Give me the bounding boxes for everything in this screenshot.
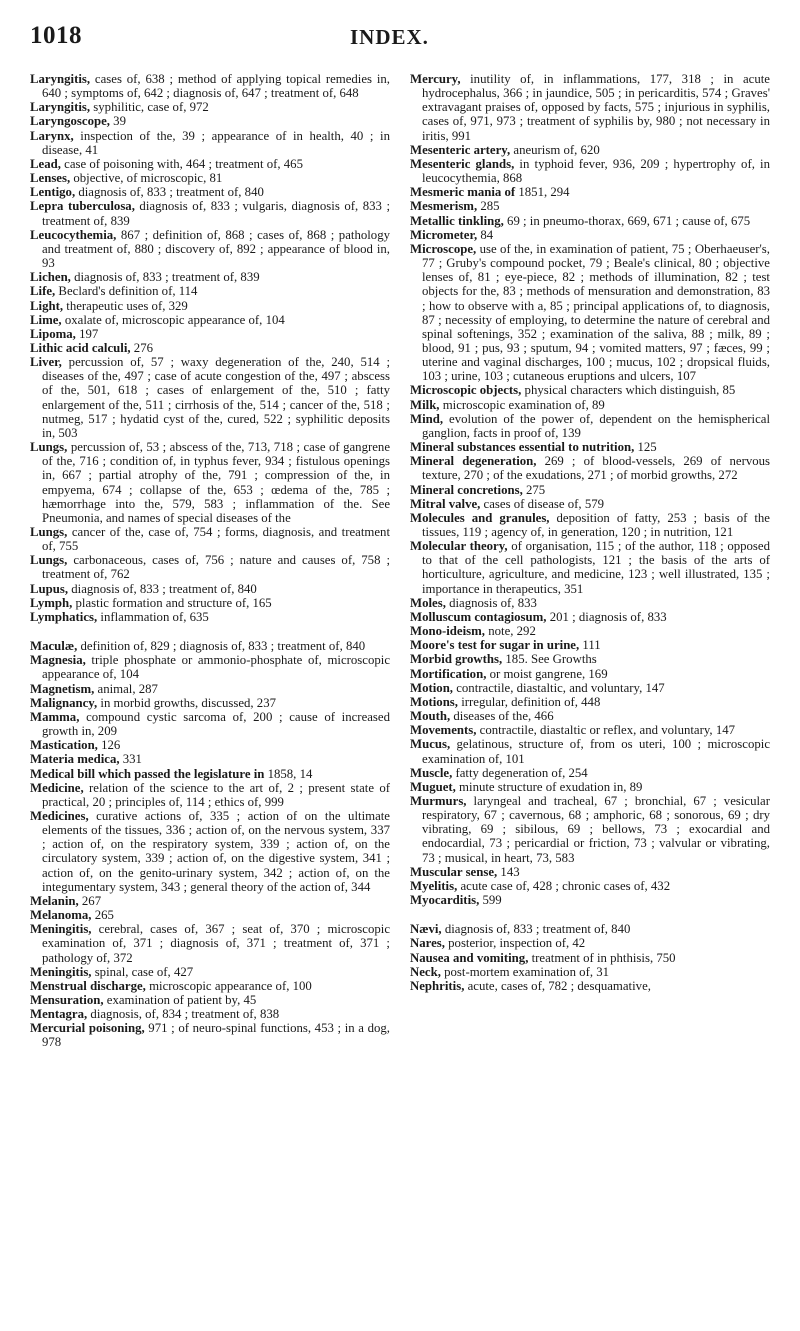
index-headword: Mineral substances essential to nutrition, bbox=[410, 440, 635, 455]
index-entry bbox=[30, 781, 390, 809]
index-entry bbox=[410, 652, 770, 666]
index-references: cancer of the, case of, 754 ; forms, diagnosis, and treatment of, 755 bbox=[42, 525, 390, 554]
index-headword: Nares, bbox=[410, 936, 445, 951]
index-references: 1851, 294 bbox=[515, 185, 570, 200]
index-entry bbox=[410, 667, 770, 681]
index-references: inutility of, in inflammations, 177, 318 ; in acute hydrocephalus, 366 ; in jaundice, 505 ; in pericarditis, 574 ; Graves' extravagant praises of, opposed by facts, 575 ; injurious in syphilis, cases of, 971, 973 ; treatment of syphilis by, 980 ; not necessary in iritis, 991 bbox=[422, 72, 770, 143]
index-references: percussion of, 53 ; abscess of the, 713, 718 ; case of gangrene of the, 716 ; condition of, in typhus fever, 934 ; fistulous openings in, 667 ; partial atrophy of the, 791 ; compression of the, in empyema, 674 ; collapse of the, 653 ; œdema of the, 785 ; hæmorrhage into the, 579, 583 ; inflammation of the. See Pneumonia, and names of special diseases of the bbox=[42, 440, 390, 525]
index-entry bbox=[410, 610, 770, 624]
index-entry bbox=[30, 171, 390, 185]
index-headword: Lime, bbox=[30, 312, 62, 327]
index-headword: Lungs, bbox=[30, 440, 68, 455]
index-references: 201 ; diagnosis of, 833 bbox=[546, 609, 667, 624]
index-entry bbox=[30, 738, 390, 752]
index-headword: Micrometer, bbox=[410, 227, 478, 242]
index-entry bbox=[410, 951, 770, 965]
index-headword: Maculæ, bbox=[30, 639, 78, 654]
index-entry bbox=[30, 129, 390, 157]
index-headword: Lungs, bbox=[30, 525, 68, 539]
index-headword: Morbid growths, bbox=[410, 652, 503, 667]
index-headword: Lithic acid calculi, bbox=[30, 340, 131, 355]
index-headword: Microscope, bbox=[410, 241, 477, 256]
index-references: carbonaceous, cases of, 756 ; nature and causes of, 758 ; treatment of, 762 bbox=[42, 553, 390, 582]
index-headword: Microscopic objects, bbox=[410, 383, 522, 398]
index-references: minute structure of exudation in, 89 bbox=[455, 779, 643, 794]
index-references: 143 bbox=[497, 864, 520, 879]
index-entry bbox=[410, 199, 770, 213]
index-references: inflammation of, 635 bbox=[97, 609, 209, 624]
index-entry bbox=[30, 767, 390, 781]
index-entry bbox=[30, 341, 390, 355]
index-headword: Movements, bbox=[410, 723, 477, 738]
index-headword: Neck, bbox=[410, 964, 441, 979]
index-headword: Molecules and granules, bbox=[410, 510, 550, 525]
index-headword: Metallic tinkling, bbox=[410, 213, 504, 228]
index-headword: Meningitis, bbox=[30, 964, 92, 979]
index-references: diagnosis of, 833 ; treatment of, 840 bbox=[75, 185, 264, 200]
index-entry bbox=[410, 737, 770, 765]
index-headword: Magnetism, bbox=[30, 681, 95, 696]
index-entry bbox=[30, 199, 390, 227]
index-references: 269 ; of blood-vessels, 269 of nervous texture, 270 ; of the exudations, 271 ; of morbid growths, 272 bbox=[422, 454, 771, 483]
index-entry bbox=[410, 681, 770, 695]
index-entry bbox=[410, 483, 770, 497]
index-headword: Molecular theory, bbox=[410, 539, 508, 554]
index-entry bbox=[30, 1007, 390, 1021]
index-entry bbox=[30, 553, 390, 581]
index-headword: Laryngoscope, bbox=[30, 114, 110, 129]
index-headword: Nausea and vomiting, bbox=[410, 950, 529, 965]
index-entry bbox=[410, 965, 770, 979]
index-entry bbox=[410, 638, 770, 652]
index-references: 125 bbox=[634, 440, 657, 455]
index-entry bbox=[410, 780, 770, 794]
index-entry bbox=[30, 582, 390, 596]
index-references: animal, 287 bbox=[94, 681, 158, 696]
index-headword: Menstrual discharge, bbox=[30, 978, 146, 993]
index-headword: Mineral concretions, bbox=[410, 482, 523, 497]
index-headword: Lichen, bbox=[30, 270, 71, 285]
index-headword: Leucocythemia, bbox=[30, 227, 117, 242]
index-entry bbox=[30, 355, 390, 440]
index-entry bbox=[410, 214, 770, 228]
index-headword: Lead, bbox=[30, 156, 61, 171]
index-references: deposition of fatty, 253 ; basis of the tissues, 119 ; agency of, in generation, 120 ; in nutrition, 121 bbox=[422, 510, 770, 539]
index-references: oxalate of, microscopic appearance of, 104 bbox=[61, 312, 285, 327]
index-headword: Lepra tuberculosa, bbox=[30, 199, 135, 214]
index-entry bbox=[30, 979, 390, 993]
index-headword: Life, bbox=[30, 284, 56, 299]
index-references: aneurism of, 620 bbox=[510, 142, 600, 157]
index-entry bbox=[30, 908, 390, 922]
index-headword: Muscular sense, bbox=[410, 864, 498, 879]
index-headword: Medicine, bbox=[30, 780, 84, 795]
index-headword: Lungs, bbox=[30, 553, 68, 568]
index-references: 285 bbox=[477, 199, 500, 214]
section-gap bbox=[410, 907, 770, 922]
index-entry bbox=[30, 993, 390, 1007]
index-references: diseases of the, 466 bbox=[450, 709, 554, 724]
index-entry bbox=[30, 1021, 390, 1049]
index-references: inspection of the, 39 ; appearance of in health, 40 ; in disease, 41 bbox=[42, 128, 390, 157]
index-references: irregular, definition of, 448 bbox=[458, 694, 601, 709]
index-headword: Larynx, bbox=[30, 128, 74, 143]
section-gap bbox=[30, 624, 390, 639]
index-references: percussion of, 57 ; waxy degeneration of the, 240, 514 ; diseases of the, 497 ; case of acute congestion of the, 497 ; abscess of the, 501, 618 ; cases of enlargement of the, 510 ; fatty enlargement of the, 511 ; cirrhosis of the, 514 ; cancer of the, 518 ; nutmeg, 517 ; hydatid cyst of the, cured, 522 ; syphilitic deposits in, 503 bbox=[42, 355, 390, 440]
index-entry bbox=[30, 696, 390, 710]
index-entry bbox=[30, 596, 390, 610]
index-entry bbox=[410, 72, 770, 143]
index-headword: Liver, bbox=[30, 355, 62, 370]
index-entry bbox=[410, 879, 770, 893]
index-entry bbox=[410, 709, 770, 723]
index-headword: Lymph, bbox=[30, 595, 73, 610]
index-headword: Motion, bbox=[410, 680, 454, 695]
index-references: 185. See Growths bbox=[502, 652, 597, 667]
index-references: in morbid growths, discussed, 237 bbox=[97, 695, 276, 710]
index-entry bbox=[30, 894, 390, 908]
index-entry bbox=[410, 511, 770, 539]
index-headword: Mesmerism, bbox=[410, 199, 478, 214]
index-references: plastic formation and structure of, 165 bbox=[72, 595, 272, 610]
index-references: objective, of microscopic, 81 bbox=[70, 171, 223, 186]
index-headword: Muguet, bbox=[410, 779, 456, 794]
index-headword: Laryngitis, bbox=[30, 100, 91, 115]
index-entry bbox=[410, 922, 770, 936]
index-entry bbox=[30, 752, 390, 766]
index-entry bbox=[410, 893, 770, 907]
page-header bbox=[30, 22, 770, 52]
index-references: 275 bbox=[522, 482, 546, 497]
index-entry bbox=[410, 383, 770, 397]
index-entry bbox=[30, 284, 390, 298]
index-references: treatment of in phthisis, 750 bbox=[528, 950, 676, 965]
index-references: diagnosis of, 833 ; vulgaris, diagnosis of, 833 ; treatment of, 839 bbox=[42, 199, 391, 228]
index-references: cases of, 638 ; method of applying topical remedies in, 640 ; symptoms of, 642 ; diagnosis of, 647 ; treatment of, 648 bbox=[42, 72, 390, 101]
index-headword: Myocarditis, bbox=[410, 893, 480, 908]
page-number: 1018 bbox=[30, 22, 82, 49]
index-entry bbox=[410, 766, 770, 780]
index-entry bbox=[30, 525, 390, 553]
index-entry bbox=[410, 723, 770, 737]
index-entry bbox=[410, 596, 770, 610]
index-entry bbox=[410, 143, 770, 157]
index-references: diagnosis, of, 834 ; treatment of, 838 bbox=[87, 1007, 280, 1022]
index-references: 39 bbox=[109, 114, 126, 129]
index-entry bbox=[410, 865, 770, 879]
index-entry bbox=[410, 228, 770, 242]
index-headword: Light, bbox=[30, 298, 64, 313]
index-headword: Meningitis, bbox=[30, 922, 92, 937]
index-headword: Melanin, bbox=[30, 893, 79, 908]
index-headword: Lenses, bbox=[30, 171, 71, 186]
index-headword: Mucus, bbox=[410, 737, 451, 752]
index-headword: Materia medica, bbox=[30, 752, 120, 767]
index-references: posterior, inspection of, 42 bbox=[444, 936, 586, 951]
index-headword: Nævi, bbox=[410, 922, 442, 937]
index-headword: Lymphatics, bbox=[30, 609, 98, 624]
index-entry bbox=[30, 270, 390, 284]
index-headword: Mind, bbox=[410, 411, 444, 426]
index-headword: Mitral valve, bbox=[410, 496, 481, 511]
index-column-left bbox=[30, 72, 390, 1050]
index-entry bbox=[410, 624, 770, 638]
index-references: fatty degeneration of, 254 bbox=[452, 765, 588, 780]
index-entry bbox=[30, 72, 390, 100]
index-entry bbox=[30, 965, 390, 979]
index-entry bbox=[410, 936, 770, 950]
index-entry bbox=[410, 979, 770, 993]
index-entry bbox=[410, 185, 770, 199]
index-entry bbox=[30, 610, 390, 624]
index-entry bbox=[410, 242, 770, 384]
index-headword: Mesenteric glands, bbox=[410, 156, 515, 171]
index-references: therapeutic uses of, 329 bbox=[63, 298, 188, 313]
index-headword: Mesenteric artery, bbox=[410, 142, 511, 157]
index-headword: Mesmeric mania of bbox=[410, 185, 516, 200]
index-headword: Malignancy, bbox=[30, 695, 98, 710]
index-references: 267 bbox=[78, 893, 102, 908]
index-references: 197 bbox=[75, 326, 99, 341]
index-entry bbox=[30, 440, 390, 525]
index-entry bbox=[30, 639, 390, 653]
index-references: 331 bbox=[119, 752, 142, 767]
index-references: 126 bbox=[97, 738, 121, 753]
index-headword: Moore's test for sugar in urine, bbox=[410, 638, 580, 653]
index-references: cerebral, cases of, 367 ; seat of, 370 ; microscopic examination of, 371 ; diagnosis of, 371 ; treatment of, 371 ; pathology of, 372 bbox=[42, 922, 390, 965]
index-headword: Mercurial poisoning, bbox=[30, 1021, 145, 1036]
index-entry bbox=[30, 299, 390, 313]
index-entry bbox=[410, 157, 770, 185]
index-headword: Magnesia, bbox=[30, 653, 86, 668]
index-entry bbox=[30, 100, 390, 114]
index-references: contractile, diastaltic or reflex, and voluntary, 147 bbox=[476, 723, 736, 738]
index-entry bbox=[410, 440, 770, 454]
index-references: compound cystic sarcoma of, 200 ; cause of increased growth in, 209 bbox=[42, 709, 390, 739]
index-references: examination of patient by, 45 bbox=[103, 993, 257, 1007]
index-entry bbox=[410, 454, 770, 482]
index-references: microscopic appearance of, 100 bbox=[145, 978, 312, 993]
index-headword: Laryngitis, bbox=[30, 72, 91, 86]
index-references: laryngeal and tracheal, 67 ; bronchial, 67 ; vesicular respiratory, 67 ; cavernous, 68 ; amphoric, 68 ; sonorous, 69 ; dry vibrating, 69 ; sibilous, 69 ; bellows, 73 ; exocardial and endocardial, 73 ; pericardial or friction, 73 ; valvular or vibrating, 73 ; musical, in heart, 73, 583 bbox=[422, 793, 770, 865]
index-headword: Muscle, bbox=[410, 765, 453, 780]
index-entry bbox=[30, 922, 390, 964]
index-references: 971 ; of neuro-spinal functions, 453 ; in a dog, 978 bbox=[42, 1021, 390, 1050]
index-column-right bbox=[410, 72, 770, 993]
index-references: diagnosis of, 833 ; treatment of, 840 bbox=[68, 581, 257, 596]
index-references: 111 bbox=[579, 638, 601, 653]
index-entry bbox=[30, 327, 390, 341]
index-references: 276 bbox=[130, 340, 154, 355]
index-references: relation of the science to the art of, 2 ; present state of practical, 20 ; principles of, 114 ; ethics of, 999 bbox=[42, 780, 390, 809]
index-references: acute case of, 428 ; chronic cases of, 432 bbox=[457, 878, 671, 893]
index-references: Beclard's definition of, 114 bbox=[55, 284, 198, 299]
index-entry bbox=[30, 313, 390, 327]
index-references: in typhoid fever, 936, 209 ; hypertrophy of, in leucocythemia, 868 bbox=[422, 156, 771, 186]
index-entry bbox=[410, 695, 770, 709]
index-references: 599 bbox=[479, 893, 502, 908]
index-headword: Mouth, bbox=[410, 709, 451, 724]
index-references: triple phosphate or ammonio-phosphate of, microscopic appearance of, 104 bbox=[42, 653, 390, 682]
index-references: 265 bbox=[91, 908, 114, 923]
index-headword: Motions, bbox=[410, 694, 458, 709]
index-references: of organisation, 115 ; of the author, 118 ; opposed to that of the cell pathologists, 121 ; the basis of the arts of horticulture, agriculture, and medicine, 123 ; well illustrated, 135 ; importance in therapeutics, 351 bbox=[422, 539, 770, 596]
index-references: definition of, 829 ; diagnosis of, 833 ; treatment of, 840 bbox=[77, 639, 366, 654]
index-entry bbox=[410, 497, 770, 511]
index-headword: Mamma, bbox=[30, 709, 80, 724]
index-headword: Nephritis, bbox=[410, 978, 465, 993]
index-references: acute, cases of, 782 ; desquamative, bbox=[464, 978, 651, 993]
index-entry bbox=[30, 710, 390, 738]
index-headword: Mono-ideism, bbox=[410, 624, 486, 639]
index-references: spinal, case of, 427 bbox=[91, 964, 194, 979]
index-references: 867 ; definition of, 868 ; cases of, 868 ; pathology and treatment of, 880 ; discovery of, 892 ; appearance of blood in, 93 bbox=[42, 227, 390, 271]
index-headword: Medical bill which passed the legislature in bbox=[30, 766, 265, 781]
index-references: physical characters which distinguish, 85 bbox=[521, 383, 736, 398]
index-headword: Mensuration, bbox=[30, 993, 104, 1007]
index-headword: Medicines, bbox=[30, 808, 89, 823]
index-references: case of poisoning with, 464 ; treatment of, 465 bbox=[60, 156, 303, 171]
index-references: microscopic examination of, 89 bbox=[439, 397, 605, 412]
index-references: diagnosis of, 833 ; treatment of, 839 bbox=[70, 270, 260, 285]
index-references: diagnosis of, 833 ; treatment of, 840 bbox=[441, 922, 631, 937]
index-references: or moist gangrene, 169 bbox=[486, 666, 608, 681]
index-headword: Myelitis, bbox=[410, 878, 458, 893]
index-references: 1858, 14 bbox=[264, 766, 313, 781]
index-references: contractile, diastaltic, and voluntary, 147 bbox=[453, 680, 665, 695]
index-entry bbox=[30, 228, 390, 270]
index-references: cases of disease of, 579 bbox=[480, 496, 605, 511]
index-entry bbox=[30, 157, 390, 171]
index-references: note, 292 bbox=[485, 624, 536, 639]
index-entry bbox=[30, 114, 390, 128]
index-entry bbox=[30, 682, 390, 696]
index-references: curative actions of, 335 ; action of on the ultimate elements of the tissues, 336 ; action of, on the nervous system, 337 ; action of, on the respiratory system, 339 ; action of, on the circulatory system, 339 ; action of, on the digestive system, 341 ; action of, on the genito-urinary system, 342 ; action of, on the integumentary system, 343 ; general theory of the action of, 344 bbox=[42, 808, 390, 894]
index-headword: Lipoma, bbox=[30, 326, 76, 341]
index-headword: Melanoma, bbox=[30, 908, 92, 923]
index-entry bbox=[410, 412, 770, 440]
index-headword: Mercury, bbox=[410, 72, 461, 86]
index-headword: Murmurs, bbox=[410, 793, 467, 808]
index-headword: Lentigo, bbox=[30, 185, 76, 200]
index-headword: Moles, bbox=[410, 595, 446, 610]
index-references: diagnosis of, 833 bbox=[445, 595, 537, 610]
index-entry bbox=[30, 653, 390, 681]
index-references: evolution of the power of, dependent on the hemispherical ganglion, facts in proof of, 139 bbox=[422, 411, 770, 440]
index-references: post-mortem examination of, 31 bbox=[440, 964, 610, 979]
index-headword: Mineral degeneration, bbox=[410, 454, 537, 469]
index-headword: Lupus, bbox=[30, 581, 69, 596]
index-entry bbox=[410, 398, 770, 412]
index-references: syphilitic, case of, 972 bbox=[90, 100, 209, 115]
index-headword: Mortification, bbox=[410, 666, 487, 681]
index-headword: Mastication, bbox=[30, 738, 98, 753]
index-entry bbox=[30, 809, 390, 894]
index-references: use of the, in examination of patient, 75 ; Oberhaeuser's, 77 ; Gruby's compound pocket, 79 ; Beale's clinical, 80 ; objective lenses of, 81 ; eye-piece, 82 ; methods of illumination, 82 ; test objects for the, 83 ; methods of mensuration and demonstration, 83 ; how to observe with a, 85 ; principal applications of, to diagnosis, 87 ; necessity of employing, to determine the nature of cerebral and spinal softenings, 352 ; examination of the saliva, 88 ; milk, 89 ; blood, 91 ; pus, 93 ; sputum, 94 ; vomited matters, 97 ; fæces, 99 ; uterine and vaginal discharges, 100 ; mucus, 102 ; dropsical fluids, 103 ; urine, 103 ; cutaneous eruptions and ulcers, 107 bbox=[422, 241, 770, 384]
index-references: gelatinous, structure of, from os uteri, 100 ; microscopic examination of, 101 bbox=[422, 737, 770, 766]
index-headword: Molluscum contagiosum, bbox=[410, 609, 547, 624]
index-references: 69 ; in pneumo-thorax, 669, 671 ; cause of, 675 bbox=[503, 213, 751, 228]
index-entry bbox=[410, 794, 770, 865]
index-headword: Mentagra, bbox=[30, 1007, 88, 1022]
index-entry bbox=[30, 185, 390, 199]
running-head: INDEX. bbox=[350, 25, 429, 49]
index-entry bbox=[410, 539, 770, 596]
index-references: 84 bbox=[477, 227, 494, 242]
index-headword: Milk, bbox=[410, 397, 440, 412]
